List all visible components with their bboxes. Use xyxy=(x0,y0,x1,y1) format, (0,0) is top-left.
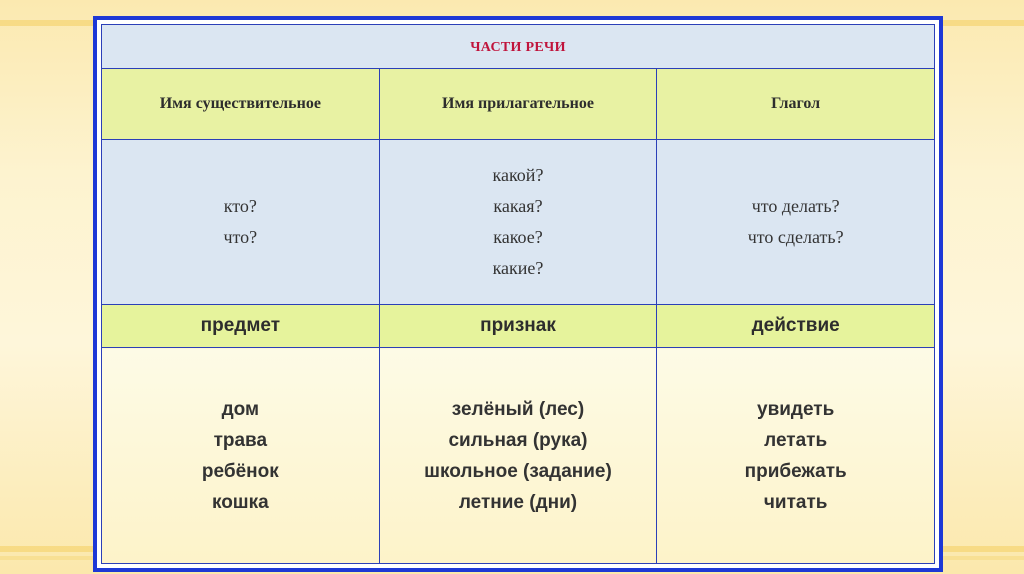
title-row xyxy=(102,25,935,69)
example-word: летние (дни) xyxy=(458,491,578,513)
questions-cell-noun xyxy=(102,140,380,305)
question-text: что? xyxy=(223,227,258,247)
example-word: сильная (рука) xyxy=(448,429,588,451)
example-word: трава xyxy=(213,429,268,451)
header-cell-adjective xyxy=(379,69,657,140)
category-cell-noun xyxy=(102,305,380,348)
example-word: школьное (задание) xyxy=(424,460,612,482)
questions-cell-verb xyxy=(657,140,935,305)
question-text: какие? xyxy=(492,258,544,278)
title-cell xyxy=(102,25,935,69)
examples-cell-verb xyxy=(657,348,935,564)
question-text: что сделать? xyxy=(747,227,844,247)
question-text: кто? xyxy=(223,196,257,216)
question-text: что делать? xyxy=(751,196,840,216)
table-title: ЧАСТИ РЕЧИ xyxy=(470,39,566,55)
example-word: летать xyxy=(764,429,828,451)
example-word: зелёный (лес) xyxy=(451,398,585,420)
question-text: какая? xyxy=(493,196,543,216)
example-word: прибежать xyxy=(744,460,847,482)
category-adjective: признак xyxy=(480,315,556,336)
examples-cell-adjective xyxy=(379,348,657,564)
header-adjective: Имя прилагательное xyxy=(442,95,594,112)
category-cell-verb xyxy=(657,305,935,348)
header-cell-verb xyxy=(657,69,935,140)
example-word: читать xyxy=(763,491,828,513)
example-word: увидеть xyxy=(757,398,835,420)
slide-frame xyxy=(93,16,943,572)
example-word: кошка xyxy=(211,491,269,513)
header-cell-noun xyxy=(102,69,380,140)
example-word: ребёнок xyxy=(201,460,279,482)
question-text: какое? xyxy=(493,227,543,247)
category-cell-adjective xyxy=(379,305,657,348)
example-word: дом xyxy=(221,398,260,420)
question-text: какой? xyxy=(492,165,544,185)
header-noun: Имя существительное xyxy=(159,95,321,112)
questions-row xyxy=(102,140,935,305)
header-row xyxy=(102,69,935,140)
header-verb: Глагол xyxy=(771,95,821,112)
questions-cell-adjective xyxy=(379,140,657,305)
examples-cell-noun xyxy=(102,348,380,564)
category-noun: предмет xyxy=(200,315,281,336)
category-verb: действие xyxy=(751,315,840,336)
category-row xyxy=(102,305,935,348)
parts-of-speech-table xyxy=(101,24,935,564)
examples-row xyxy=(102,348,935,564)
